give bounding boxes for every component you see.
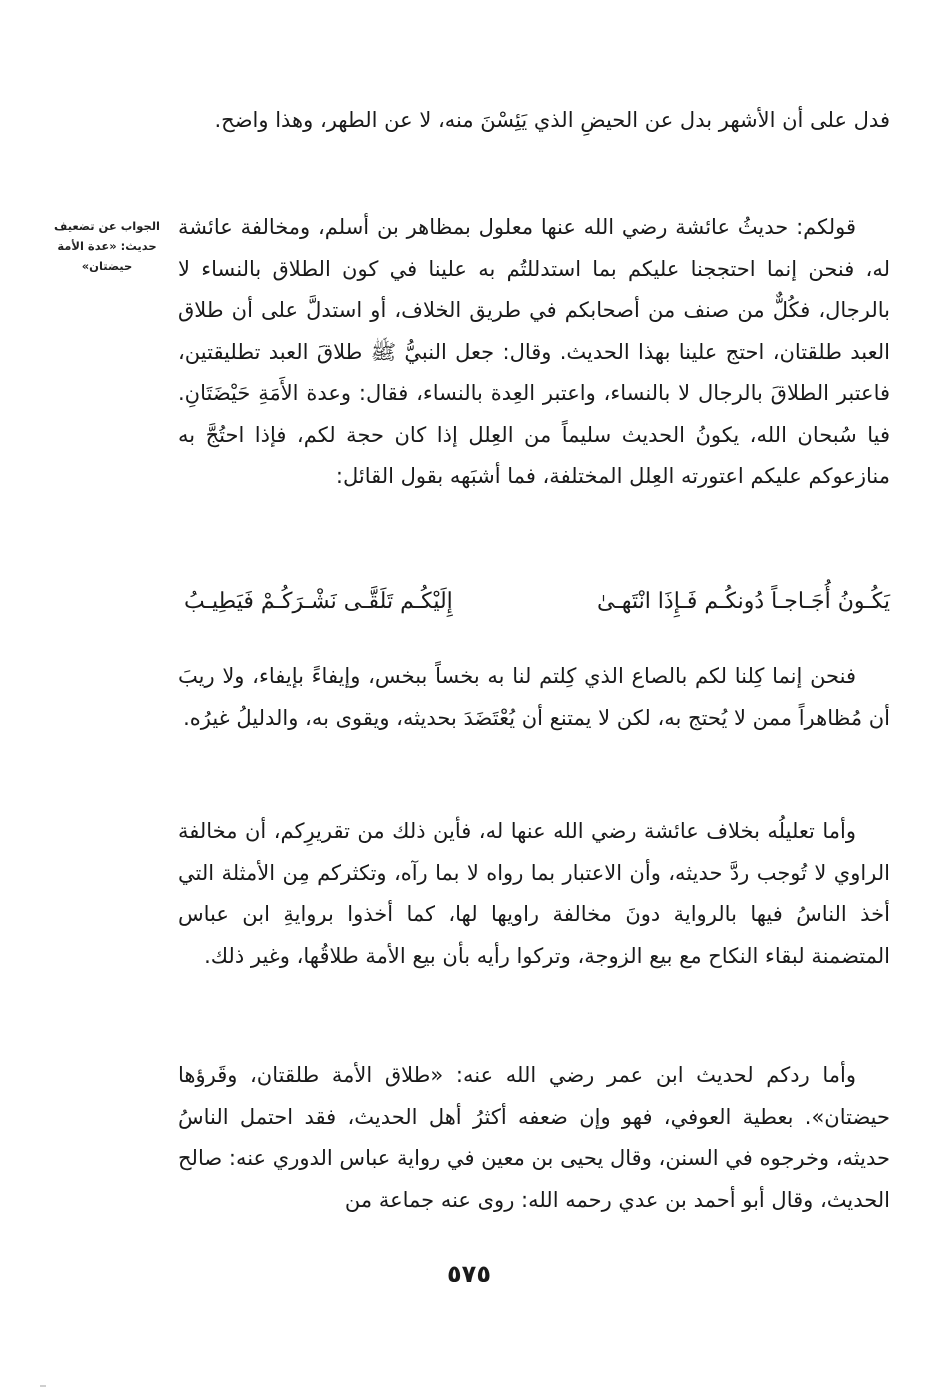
verse-first-hemistich: يَكُـونُ أُجَـاجـاً دُونكُـم فَـإِذَا انْتَهـىٰ [597,589,890,614]
page-number: ٥٧٥ [447,1260,491,1288]
paragraph-text: وأما ردكم لحديث ابن عمر رضي الله عنه: «طلاق الأمة طلقتان، وقَرؤها حيضتان». بعطية العوفي، فهو وإن ضعفه أكثرُ أهل الحديث، فقد احتمل الناسُ حديثه، وخرجوه في السنن، وقال يحيى بن معين في رواية عباس الدوري عنه: صالح الحديث، وقال أبو أحمد بن عدي رحمه الله: روى عنه جماعة من [178,1063,890,1212]
scan-artifact [40,1385,46,1387]
poetry-verse [184,589,890,629]
paragraph-5 [178,1055,890,1221]
paragraph-4 [178,811,890,977]
paragraph-1 [178,100,890,142]
paragraph-2 [178,207,890,498]
margin-note: الجواب عن تضعيف حديث: «عدة الأمة حيضتان» [54,219,160,273]
paragraph-text: فنحن إنما كِلنا لكم بالصاع الذي كِلتم لنا به بخساً ببخس، وإيفاءً بإيفاء، ولا ريبَ أن مُظاهراً ممن لا يُحتج به، لكن لا يمتنع أن يُعْتَضَدَ بحديثه، ويقوى به، والدليلُ غيرُه. [178,664,890,730]
paragraph-3 [178,656,890,739]
paragraph-text: فدل على أن الأشهر بدل عن الحيضِ الذي يَئِسْنَ منه، لا عن الطهر، وهذا واضح. [214,108,890,132]
paragraph-text: وأما تعليلُه بخلاف عائشة رضي الله عنها له، فأين ذلك من تقريرِكم، أن مخالفة الراوي لا تُوجب ردَّ حديثه، وأن الاعتبار بما رواه لا بما رآه، وتكثركم مِن الأمثلة التي أخذ الناسُ فيها بالرواية دونَ مخالفة راويها لها، كما أخذوا بروايةِ ابن عباس المتضمنة لبقاء النكاح مع بيع الزوجة، وتركوا رأيه بأن بيع الأمة طلاقُها، وغير ذلك. [178,819,890,968]
paragraph-text: قولكم: حديثُ عائشة رضي الله عنها معلول بمظاهر بن أسلم، ومخالفة عائشة له، فنحن إنما احتججنا عليكم بما استدللتُم به علينا في كون الطلاق بالنساء لا بالرجال، فكُلٌّ من صنف من أصحابكم في طريق الخلاف، أو استدلَّ على أن طلاق العبد طلقتان، احتج علينا بهذا الحديث. وقال: جعل النبيُّ ﷺ طلاقَ العبد تطليقتين، فاعتبر الطلاقَ بالرجال لا بالنساء، واعتبر العِدة بالنساء، فقال: وعدة الأَمَةِ حَيْضَتَانِ. فيا سُبحان الله، يكونُ الحديث سليماً من العِلل إذا كان حجة لكم، فإذا احتُجَّ به منازعوكم عليكم اعتورته العِلل المختلفة، فما أشبَهه بقول القائل: [178,215,890,488]
verse-second-hemistich: إِلَيْكُـم تَلَقَّـى نَشْـرَكُـمْ فَيَطِيـبُ [184,589,453,614]
